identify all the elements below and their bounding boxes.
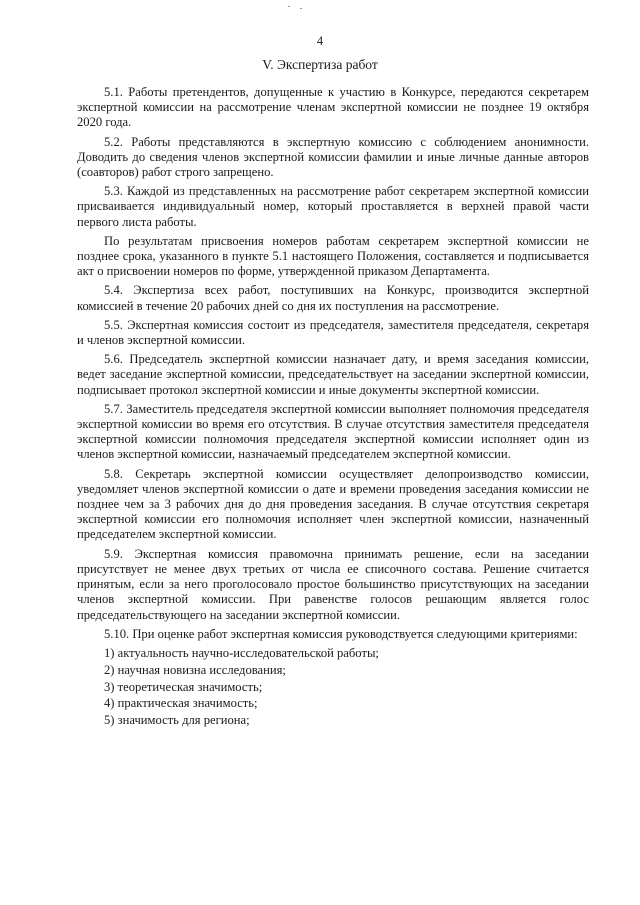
paragraph-5-4: 5.4. Экспертиза всех работ, поступивших на Конкурс, производится экспертной комиссией в течение 20 рабочих дней со дня их поступления на рассмотрение. <box>77 283 589 313</box>
paragraph-5-5: 5.5. Экспертная комиссия состоит из председателя, заместителя председателя, секретаря и членов экспертной комиссии. <box>77 317 589 348</box>
criteria-item: 1) актуальность научно-исследовательской работы; <box>104 645 379 660</box>
paragraph-5-3: 5.3. Каждой из представленных на рассмотрение работ секретарем экспертной комиссии присваивается индивидуальный номер, который проставляется в верхней правой части первого листа работы. <box>77 184 589 229</box>
paragraph-5-7: 5.7. Заместитель председателя экспертной комиссии выполняет полномочия председателя экспертной комиссии во время его отсутствия. В случае отсутствия заместителя председателя экспертной комиссии полномочия председателя экспертной комиссии исполняет один из членов экспертной комиссии, назначаемый председателем экспертной комиссии. <box>77 401 589 462</box>
criteria-list <box>77 646 589 728</box>
paragraph-5-1: 5.1. Работы претендентов, допущенные к участию в Конкурсе, передаются секретарем экспертной комиссии на рассмотрение членам экспертной комиссии не позднее 19 октября 2020 года. <box>77 85 589 130</box>
criteria-item: 2) научная новизна исследования; <box>104 662 286 677</box>
page-number: 4 <box>316 34 324 48</box>
paragraph-5-8: 5.8. Секретарь экспертной комиссии осуществляет делопроизводство комиссии, уведомляет членов экспертной комиссии о дате и времени проведения заседания комиссии не позднее чем за 3 рабочих дня до дня проведения заседания. В случае отсутствия секретаря экспертной комиссии его полномочия исполняет член экспертной комиссии, назначенный председателем экспертной комиссии. <box>77 466 589 542</box>
scan-speck <box>300 8 302 9</box>
paragraph-5-2: 5.2. Работы представляются в экспертную комиссию с соблюдением анонимности. Доводить до сведения членов экспертной комиссии фамилии и иные личные данные авторов (соавторов) работ строго запрещено. <box>77 134 589 180</box>
section-title: V. Экспертиза работ <box>262 57 378 72</box>
paragraph-5-10: 5.10. При оценке работ экспертная комиссия руководствуется следующими критериями: <box>104 626 578 641</box>
paragraph-5-6: 5.6. Председатель экспертной комиссии назначает дату, и время заседания комиссии, ведет заседание экспертной комиссии, председательствует на заседании экспертной комиссии, подписывает протокол экспертной комиссии и иные документы экспертной комиссии. <box>77 352 589 397</box>
paragraph-5-3-continued: По результатам присвоения номеров работам секретарем экспертной комиссии не позднее срока, указанного в пункте 5.1 настоящего Положения, составляется и подписывается акт о присвоении номеров по форме, утвержденной приказом Департамента. <box>77 233 589 279</box>
paragraph-5-9: 5.9. Экспертная комиссия правомочна принимать решение, если на заседании присутствует не менее двух третьих от числа ее списочного состава. Решение считается принятым, если за него проголосовало простое большинство присутствующих на заседании членов экспертной комиссии. При равенстве голосов решающим является голос председательствующего на заседании экспертной комиссии. <box>77 546 589 622</box>
criteria-item: 3) теоретическая значимость; <box>104 679 263 694</box>
document-body <box>77 85 589 730</box>
scan-speck <box>288 6 290 7</box>
criteria-item: 4) практическая значимость; <box>104 696 258 711</box>
criteria-item: 5) значимость для региона; <box>104 713 250 728</box>
